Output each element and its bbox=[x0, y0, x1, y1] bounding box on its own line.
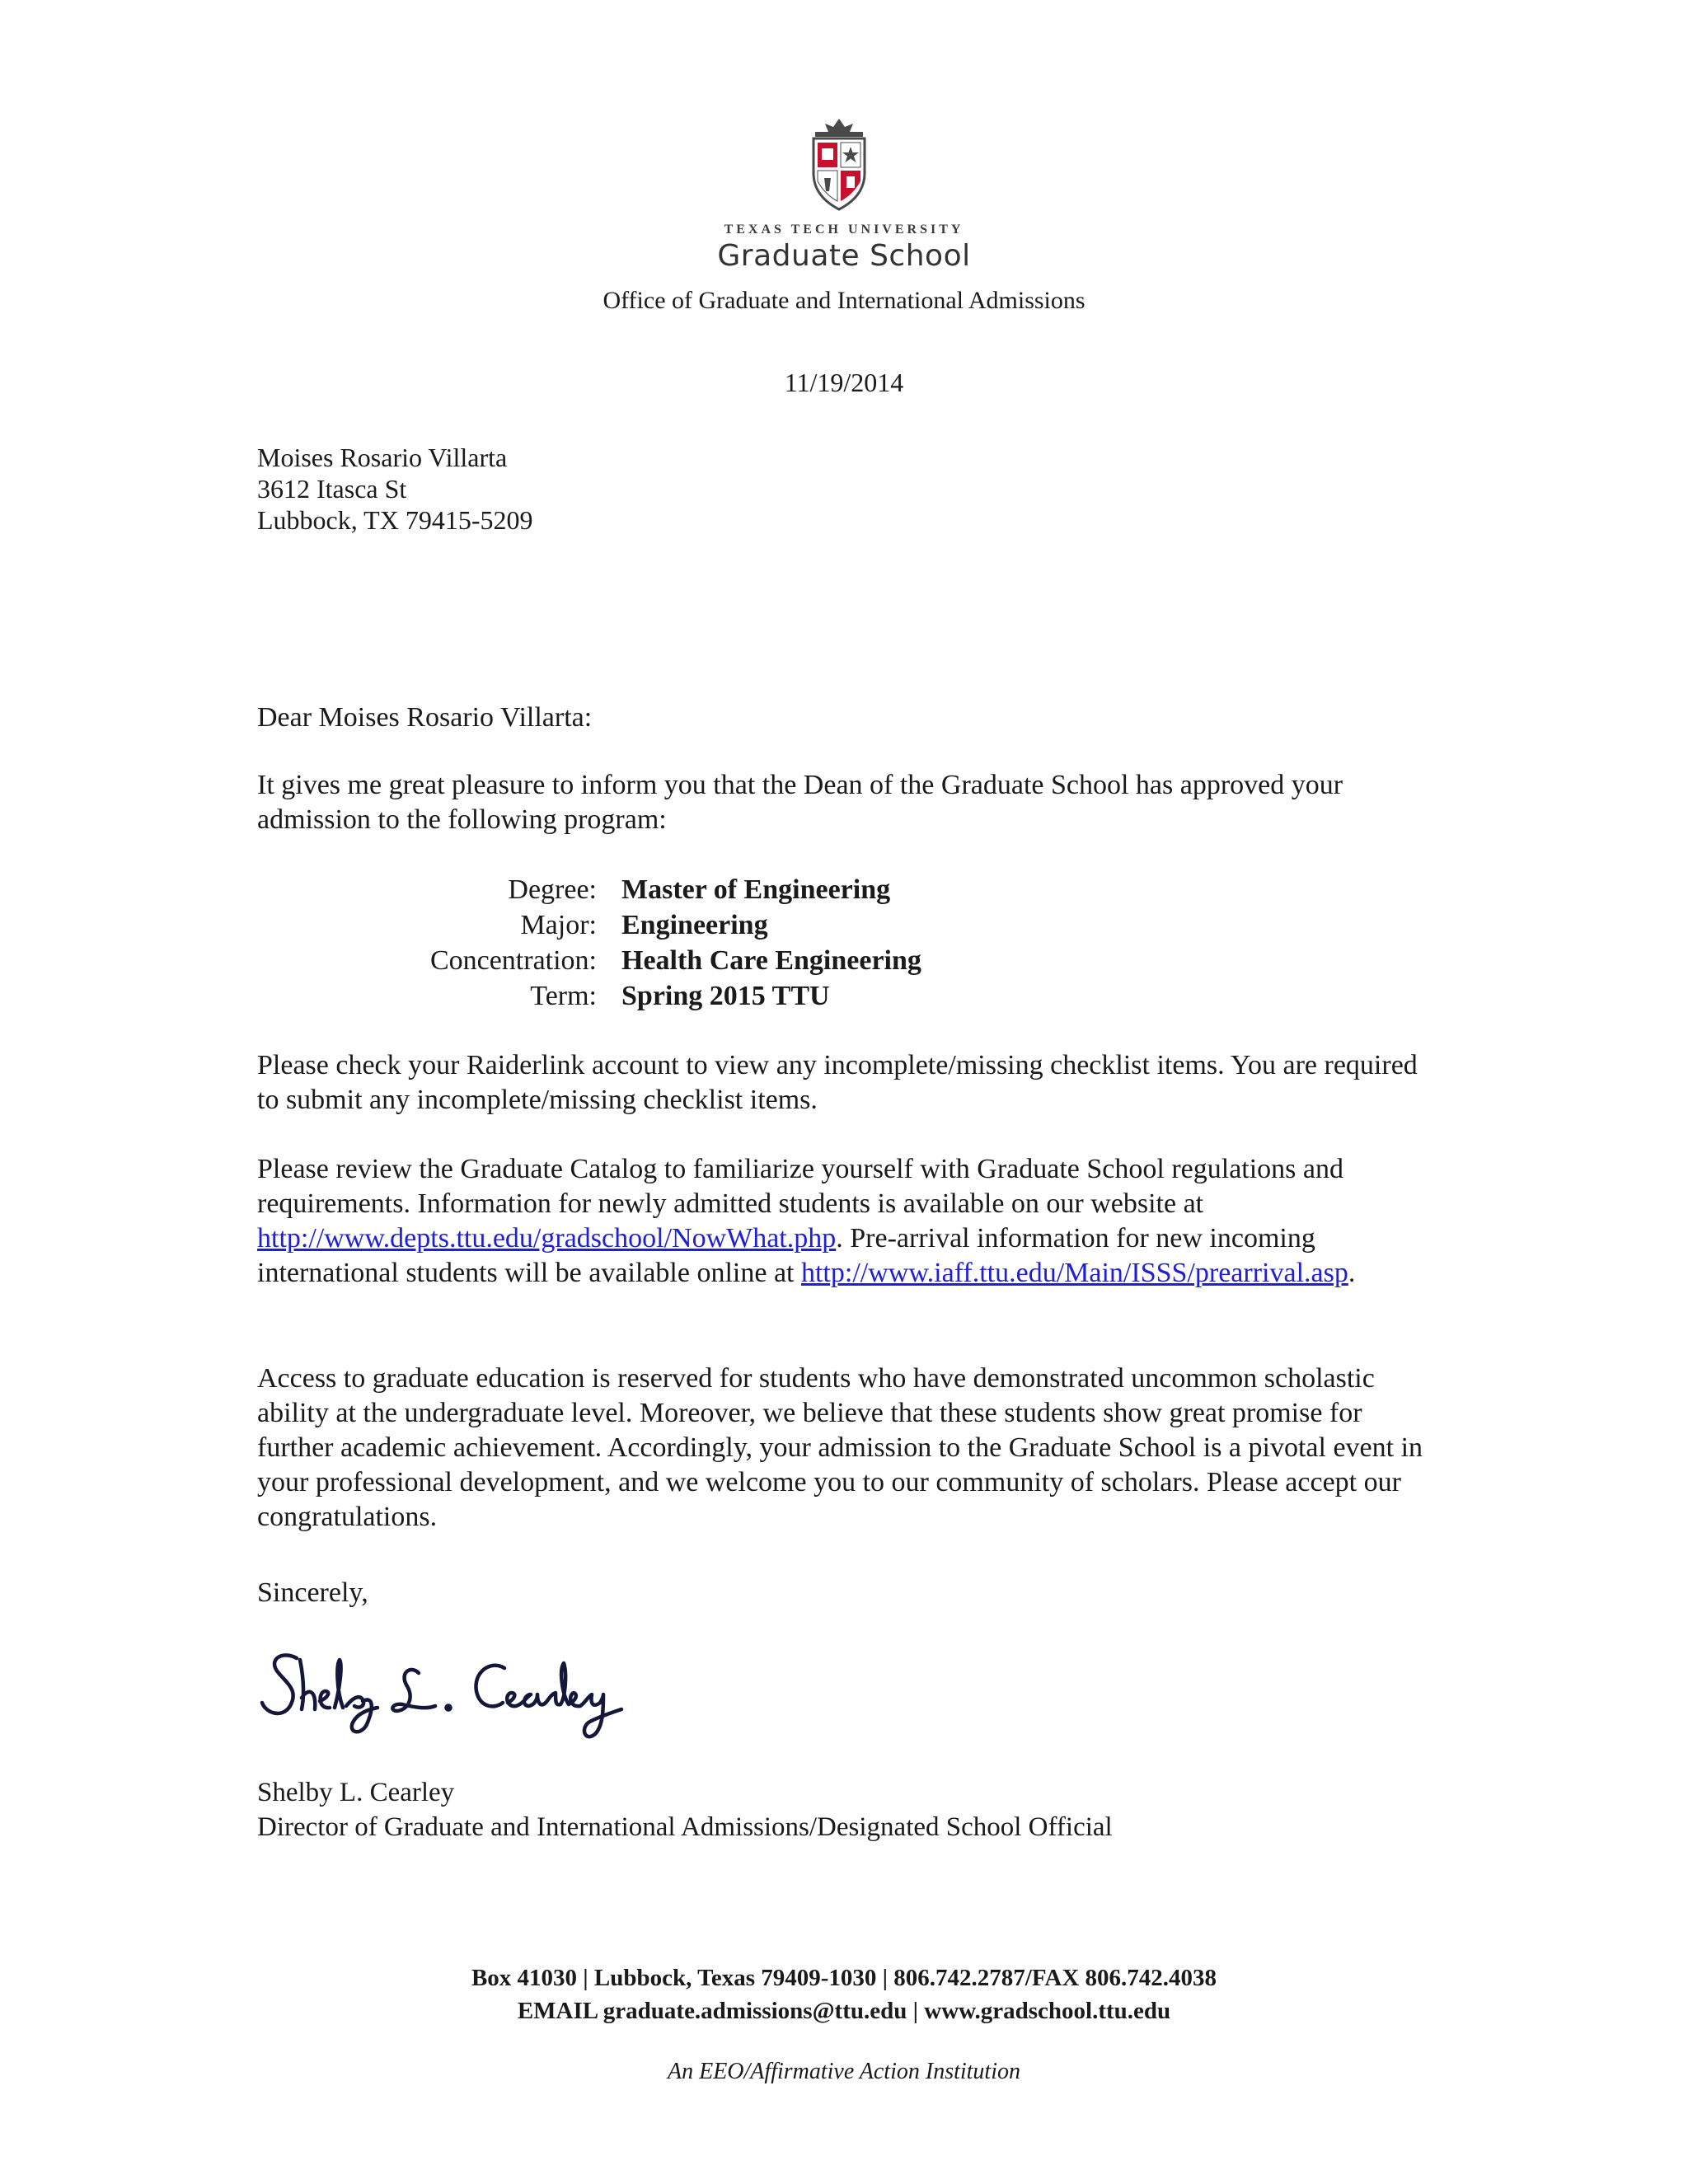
signer-name: Shelby L. Cearley bbox=[257, 1778, 455, 1807]
program-row-term bbox=[257, 978, 1444, 1014]
program-label: Term: bbox=[530, 981, 597, 1011]
catalog-text-c: . bbox=[1348, 1258, 1356, 1288]
signature-image bbox=[257, 1640, 645, 1747]
catalog-paragraph bbox=[257, 1152, 1444, 1291]
program-row-degree bbox=[257, 872, 1444, 907]
catalog-text-b: . Pre-arrival information for new incoming international students will be available online at bbox=[257, 1223, 1315, 1288]
closing: Sincerely, bbox=[257, 1577, 368, 1608]
recipient-name: Moises Rosario Villarta bbox=[257, 443, 508, 472]
intro-paragraph: It gives me great pleasure to inform you that the Dean of the Graduate School has approved your admission to the following program: bbox=[257, 770, 1343, 835]
signer-block bbox=[257, 1775, 1113, 1844]
raiderlink-paragraph: Please check your Raiderlink account to view any incomplete/missing checklist items. You are required to submit any incomplete/missing checklist items. bbox=[257, 1050, 1418, 1115]
university-wordmark: TEXAS TECH UNIVERSITY bbox=[724, 223, 964, 237]
footer-address: Box 41030 | Lubbock, Texas 79409-1030 | 806.742.2787/FAX 806.742.4038 bbox=[471, 1965, 1217, 1991]
program-value: Health Care Engineering bbox=[621, 945, 921, 976]
recipient-city: Lubbock, TX 79415-5209 bbox=[257, 505, 533, 535]
program-value: Engineering bbox=[621, 910, 768, 940]
program-value: Master of Engineering bbox=[621, 874, 891, 905]
letter-date: 11/19/2014 bbox=[784, 368, 904, 397]
footer-contact: EMAIL graduate.admissions@ttu.edu | www.gradschool.ttu.edu bbox=[517, 1998, 1171, 2024]
program-details bbox=[257, 872, 1444, 1014]
graduate-school-wordmark: Graduate School bbox=[717, 239, 971, 273]
program-row-concentration bbox=[257, 943, 1444, 978]
program-label: Concentration: bbox=[429, 945, 597, 976]
eeo-statement: An EEO/Affirmative Action Institution bbox=[668, 2059, 1020, 2084]
university-seal-icon bbox=[804, 115, 874, 213]
office-name: Office of Graduate and International Admissions bbox=[603, 287, 1085, 314]
program-row-major bbox=[257, 907, 1444, 943]
program-value: Spring 2015 TTU bbox=[621, 981, 830, 1011]
recipient-address bbox=[257, 442, 532, 536]
salutation: Dear Moises Rosario Villarta: bbox=[257, 702, 593, 733]
access-paragraph: Access to graduate education is reserved for students who have demonstrated uncommon scholastic ability at the undergraduate level. Moreover, we believe that these students show great promise for further academic achievement. Accordingly, your admission to the Graduate School is a pivotal event in your professional development, and we welcome you to our community of scholars. Please accept our congratulations. bbox=[257, 1363, 1423, 1532]
recipient-street: 3612 Itasca St bbox=[257, 474, 407, 504]
signer-title: Director of Graduate and International Admissions/Designated School Official bbox=[257, 1812, 1113, 1842]
program-label: Major: bbox=[520, 910, 597, 940]
prearrival-link[interactable]: http://www.iaff.ttu.edu/Main/ISSS/prearrival.asp bbox=[800, 1258, 1348, 1288]
program-label: Degree: bbox=[508, 874, 597, 905]
catalog-text-a: Please review the Graduate Catalog to familiarize yourself with Graduate School regulations and requirements. Information for newly admitted students is available on our website at bbox=[257, 1154, 1343, 1219]
nowwhat-link[interactable]: http://www.depts.ttu.edu/gradschool/NowWhat.php bbox=[257, 1223, 837, 1254]
